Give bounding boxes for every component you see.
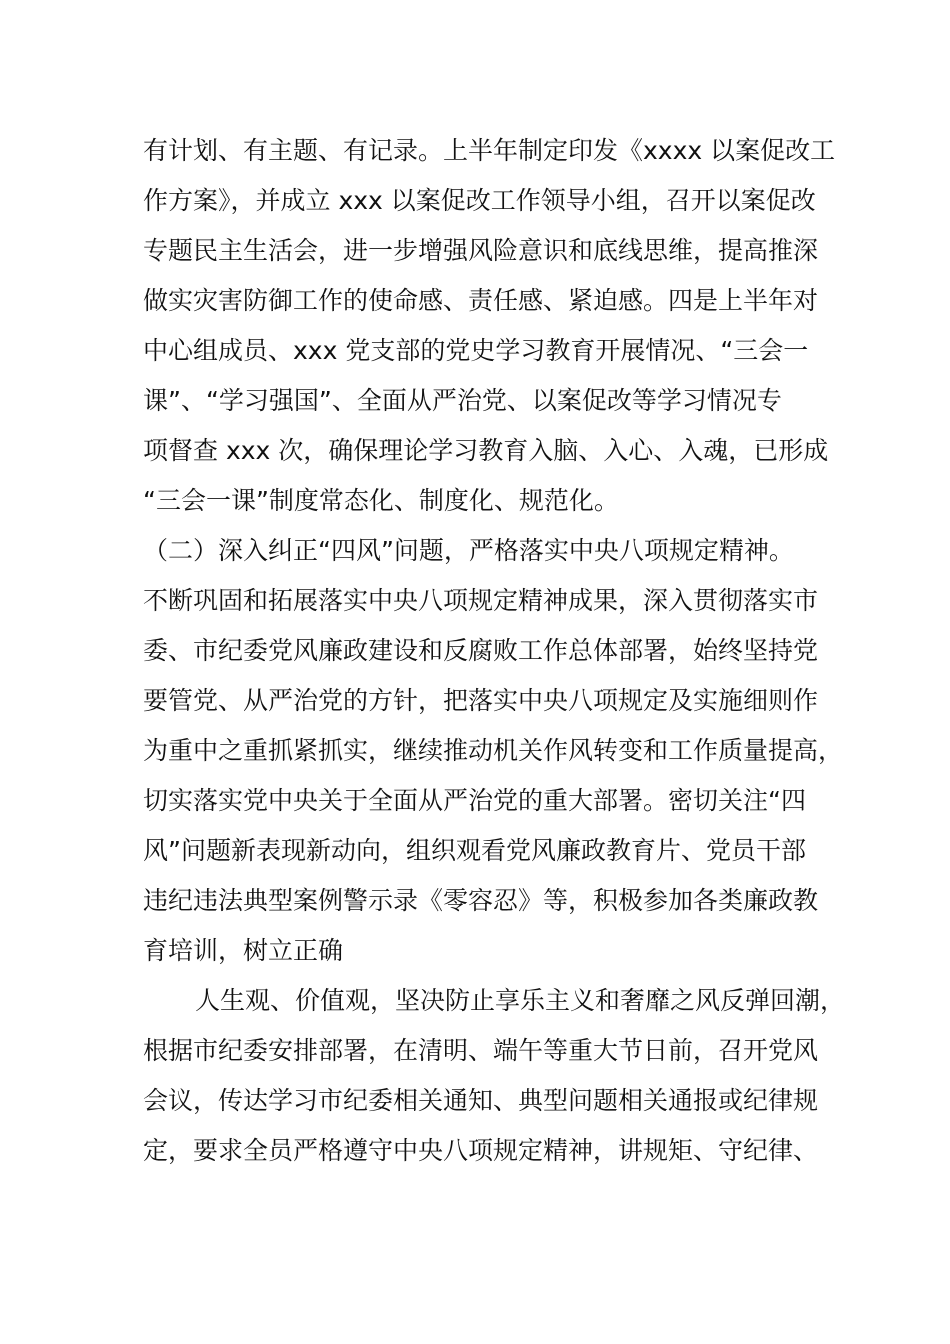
body-text-line: 课”、“学习强国”、全面从严治党、以案促改等学习情况专 <box>143 386 782 415</box>
body-text-line: 为重中之重抓紧抓实，继续推动机关作风转变和工作质量提高， <box>143 736 844 765</box>
body-text-line: 项督查 xxx 次，确保理论学习教育入脑、入心、入魂，已形成 <box>143 436 829 465</box>
body-text-line: 会议，传达学习市纪委相关通知、典型问题相关通报或纪律规 <box>143 1086 819 1115</box>
body-text-line: 定，要求全员严格遵守中央八项规定精神，讲规矩、守纪律、 <box>143 1136 819 1165</box>
body-text-line: 风”问题新表现新动向，组织观看党风廉政教育片、党员干部 <box>143 836 806 865</box>
paragraph-first-line: 人生观、价值观，坚决防止享乐主义和奢靡之风反弹回潮， <box>195 986 846 1015</box>
body-text-line: 专题民主生活会，进一步增强风险意识和底线思维，提高推深 <box>143 236 819 265</box>
body-text-line: 不断巩固和拓展落实中央八项规定精神成果，深入贯彻落实市 <box>143 586 819 615</box>
body-text-line: 切实落实党中央关于全面从严治党的重大部署。密切关注“四 <box>143 786 806 815</box>
body-text-line: 中心组成员、xxx 党支部的党史学习教育开展情况、“三会一 <box>143 336 809 365</box>
body-text-line: “三会一课”制度常态化、制度化、规范化。 <box>143 486 619 515</box>
body-text-line: 育培训，树立正确 <box>143 936 344 965</box>
section-heading: （二）深入纠正“四风”问题，严格落实中央八项规定精神。 <box>143 536 794 565</box>
body-text-line: 做实灾害防御工作的使命感、责任感、紧迫感。四是上半年对 <box>143 286 819 315</box>
body-text-line: 作方案》，并成立 xxx 以案促改工作领导小组，召开以案促改 <box>143 186 816 215</box>
body-text-line: 违纪违法典型案例警示录《零容忍》等，积极参加各类廉政教 <box>143 886 819 915</box>
body-text-line: 要管党、从严治党的方针，把落实中央八项规定及实施细则作 <box>143 686 819 715</box>
body-text-line: 委、市纪委党风廉政建设和反腐败工作总体部署，始终坚持党 <box>143 636 819 665</box>
body-text-line: 根据市纪委安排部署，在清明、端午等重大节日前，召开党风 <box>143 1036 819 1065</box>
body-text-line: 有计划、有主题、有记录。上半年制定印发《xxxx 以案促改工 <box>143 136 836 165</box>
